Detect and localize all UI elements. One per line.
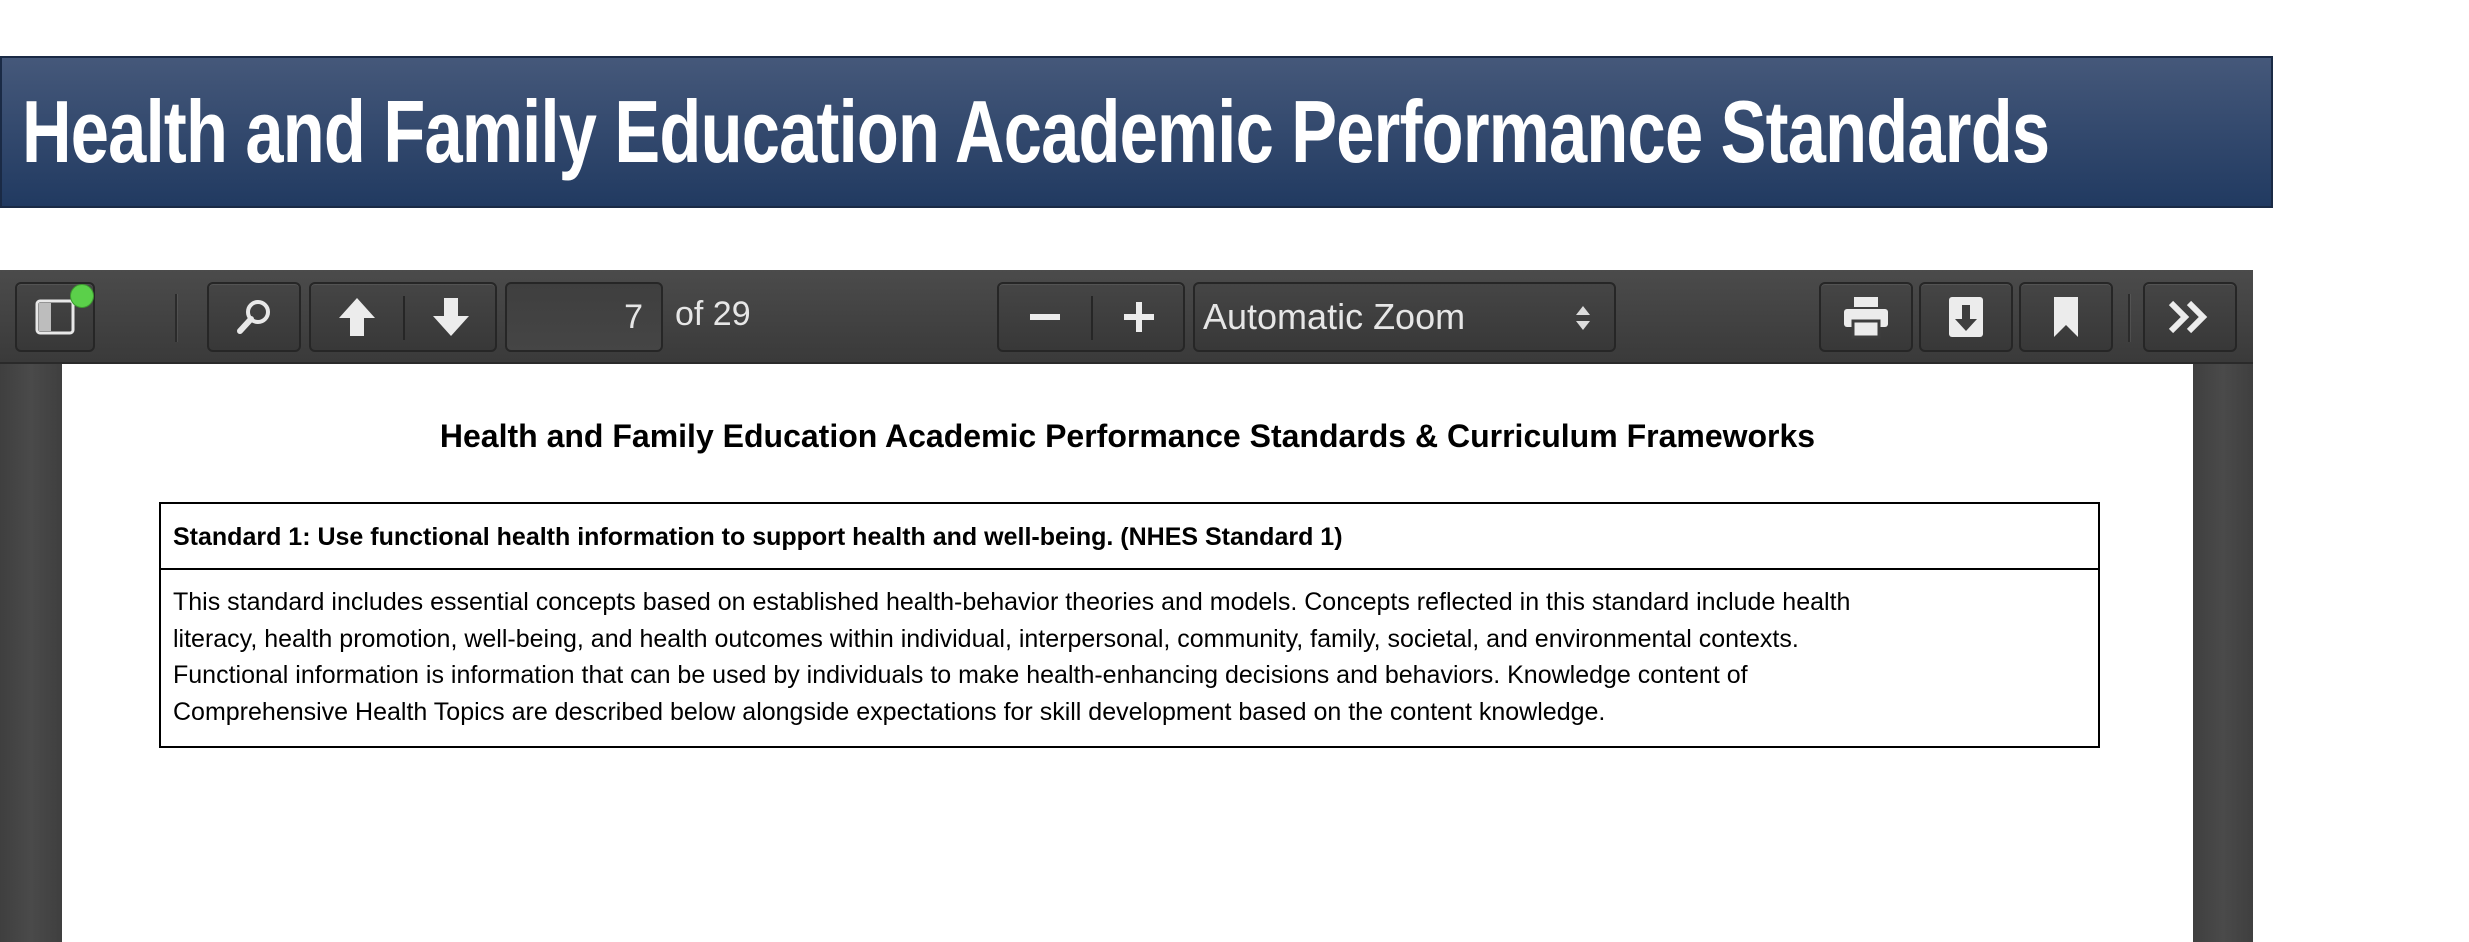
- banner-title: Health and Family Education Academic Performance Standards: [22, 82, 2050, 181]
- pdf-toolbar: [0, 270, 2253, 364]
- description-line: This standard includes essential concepts based on established health-behavior theories and models. Concepts reflected in this standard include health: [173, 588, 1851, 616]
- download-button[interactable]: [1919, 282, 2013, 352]
- print-button[interactable]: [1819, 282, 1913, 352]
- bookmark-button[interactable]: [2019, 282, 2113, 352]
- standard-heading: Standard 1: Use functional health information to support health and well-being. (NHES Standard 1): [161, 504, 2098, 570]
- description-line: Functional information is information that can be used by individuals to make health-enhancing decisions and behaviors. Knowledge content of: [173, 661, 1748, 689]
- toolbar-separator: [175, 294, 177, 342]
- arrow-up-icon: [335, 294, 379, 340]
- pdf-page: [62, 364, 2193, 942]
- title-banner: [0, 56, 2273, 208]
- zoom-out-button[interactable]: [999, 284, 1091, 350]
- zoom-in-button[interactable]: [1093, 284, 1185, 350]
- viewer-margin-left: [0, 364, 62, 942]
- page-nav-group: [309, 282, 497, 352]
- zoom-select[interactable]: [1193, 282, 1616, 352]
- zoom-select-value: Automatic Zoom: [1203, 296, 1466, 337]
- printer-icon: [1841, 295, 1891, 339]
- toolbar-separator: [2128, 294, 2130, 342]
- page-count-label: of 29: [675, 295, 751, 333]
- plus-icon: [1122, 300, 1156, 334]
- next-page-button[interactable]: [405, 284, 497, 350]
- viewer-margin-right: [2193, 364, 2253, 942]
- find-button[interactable]: [207, 282, 301, 352]
- download-icon: [1947, 295, 1985, 339]
- standard-description: [161, 570, 2098, 746]
- arrow-down-icon: [429, 294, 473, 340]
- page-number-input[interactable]: 7: [505, 282, 663, 352]
- bookmark-icon: [2050, 295, 2082, 339]
- zoom-group: [997, 282, 1185, 352]
- document-title: Health and Family Education Academic Performance Standards & Curriculum Frameworks: [439, 418, 1816, 454]
- select-arrows-icon: [1574, 304, 1592, 332]
- double-chevron-right-icon: [2167, 299, 2213, 335]
- standard-table: [159, 502, 2100, 748]
- description-line: literacy, health promotion, well-being, and health outcomes within individual, interpersonal, community, family, societal, and environmental contexts.: [173, 624, 1799, 653]
- sidebar-toggle-icon: [35, 299, 75, 335]
- notification-dot: [70, 284, 94, 308]
- description-line: Comprehensive Health Topics are described below alongside expectations for skill development based on the content knowledge.: [173, 697, 1606, 726]
- minus-icon: [1028, 300, 1062, 334]
- search-icon: [234, 297, 274, 337]
- tools-menu-button[interactable]: [2143, 282, 2237, 352]
- pdf-viewer: [0, 270, 2253, 942]
- previous-page-button[interactable]: [311, 284, 403, 350]
